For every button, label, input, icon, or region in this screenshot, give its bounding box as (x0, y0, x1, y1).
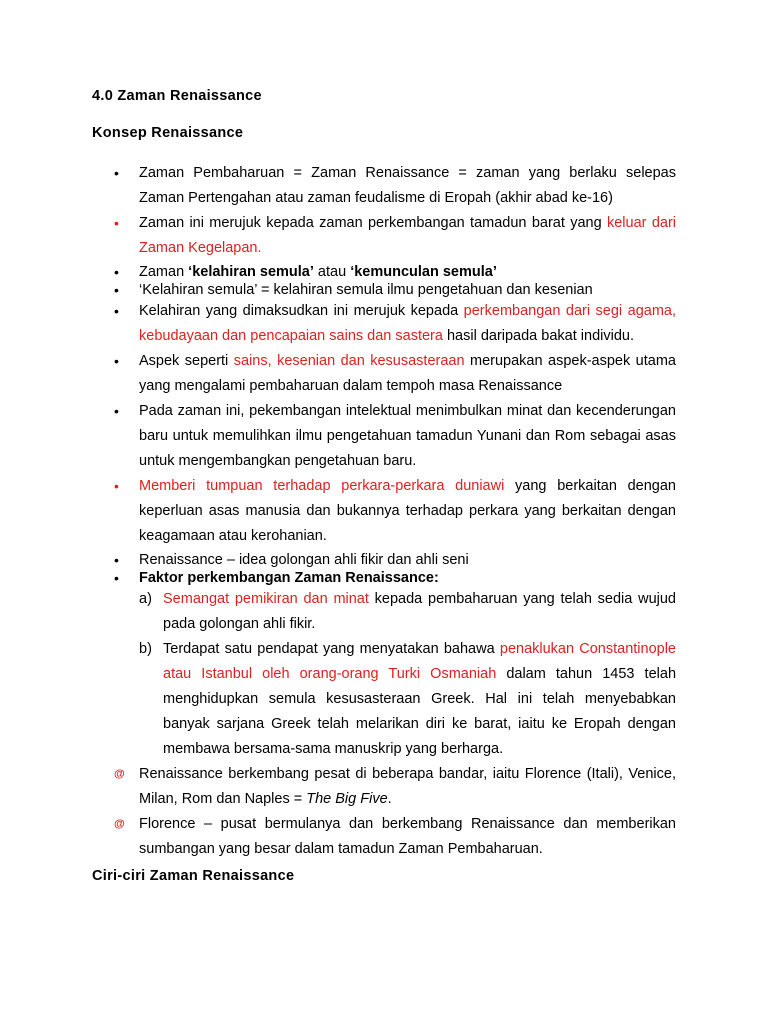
list-item: • Zaman ‘kelahiran semula’ atau ‘kemunculan semula’ (92, 263, 676, 281)
list-item: • Renaissance – idea golongan ahli fikir dan ahli seni (92, 551, 676, 569)
bullet-icon (114, 263, 128, 282)
list-item: • Zaman ini merujuk kepada zaman perkembangan tamadun barat yang keluar dari Zaman Kegelapan. (92, 211, 676, 261)
red-bullet-icon (114, 211, 128, 237)
section-title: 4.0 Zaman Renaissance (92, 88, 262, 104)
bullet-icon (114, 569, 128, 588)
list-item: • Aspek seperti sains, kesenian dan kesusasteraan merupakan aspek-aspek utama yang mengalami pembaharuan dalam tempoh masa Renaissance (92, 349, 676, 399)
list-item: • Pada zaman ini, pekembangan intelektual menimbulkan minat dan kecenderungan baru untuk memulihkan ilmu pengetahuan tamadun Yunani dan Rom sebagai asas untuk mengembangkan pengetahuan baru. (92, 399, 676, 474)
subsection-title-ciri: Ciri-ciri Zaman Renaissance (92, 868, 295, 884)
bullet-icon (114, 299, 128, 325)
bullet-icon (114, 281, 128, 300)
bullet-icon (114, 161, 128, 187)
bullet-icon (114, 551, 128, 570)
bullet-icon (114, 349, 128, 375)
sub-list-item: b) Terdapat satu pendapat yang menyatakan bahawa penaklukan Constantinople atau Istanbul oleh orang-orang Turki Osmaniah dalam tahun 1453 telah menghidupkan semula kesusasteraan Greek. Hal ini telah menyebabkan banyak sarjana Greek telah melarikan diri ke barat, iaitu ke Eropah dengan membawa bersama-sama manuskrip yang berharga. (139, 641, 677, 757)
list-item: • ‘Kelahiran semula’ = kelahiran semula ilmu pengetahuan dan kesenian (92, 281, 676, 299)
at-symbol-icon: @ (114, 818, 125, 830)
list-item: • Zaman Pembaharuan = Zaman Renaissance = zaman yang berlaku selepas Zaman Pertengahan atau zaman feudalisme di Eropah (akhir abad ke-16) (92, 161, 676, 211)
list-item: @ Renaissance berkembang pesat di beberapa bandar, iaitu Florence (Itali), Venice, Milan, Rom dan Naples = The Big Five. (92, 762, 676, 812)
at-symbol-icon: @ (114, 768, 125, 780)
list-item: • Memberi tumpuan terhadap perkara-perkara duniawi yang berkaitan dengan keperluan asas manusia dan bukannya terhadap perkara yang berkaitan dengan keagamaan atau kerohanian. (92, 474, 676, 549)
sub-list-item: a) Semangat pemikiran dan minat kepada pembaharuan yang telah sedia wujud pada golongan ahli fikir. (139, 591, 676, 632)
list-item: • Faktor perkembangan Zaman Renaissance: (92, 569, 676, 587)
list-item: @ Florence – pusat bermulanya dan berkembang Renaissance dan memberikan sumbangan yang besar dalam tamadun Zaman Pembaharuan. (92, 812, 676, 862)
list-item: • Kelahiran yang dimaksudkan ini merujuk kepada perkembangan dari segi agama, kebudayaan dan pencapaian sains dan sastera hasil daripada bakat individu. (92, 299, 676, 349)
bullet-list (92, 161, 676, 862)
bullet-icon (114, 399, 128, 425)
red-bullet-icon (114, 474, 128, 500)
subsection-title-konsep: Konsep Renaissance (92, 125, 244, 141)
